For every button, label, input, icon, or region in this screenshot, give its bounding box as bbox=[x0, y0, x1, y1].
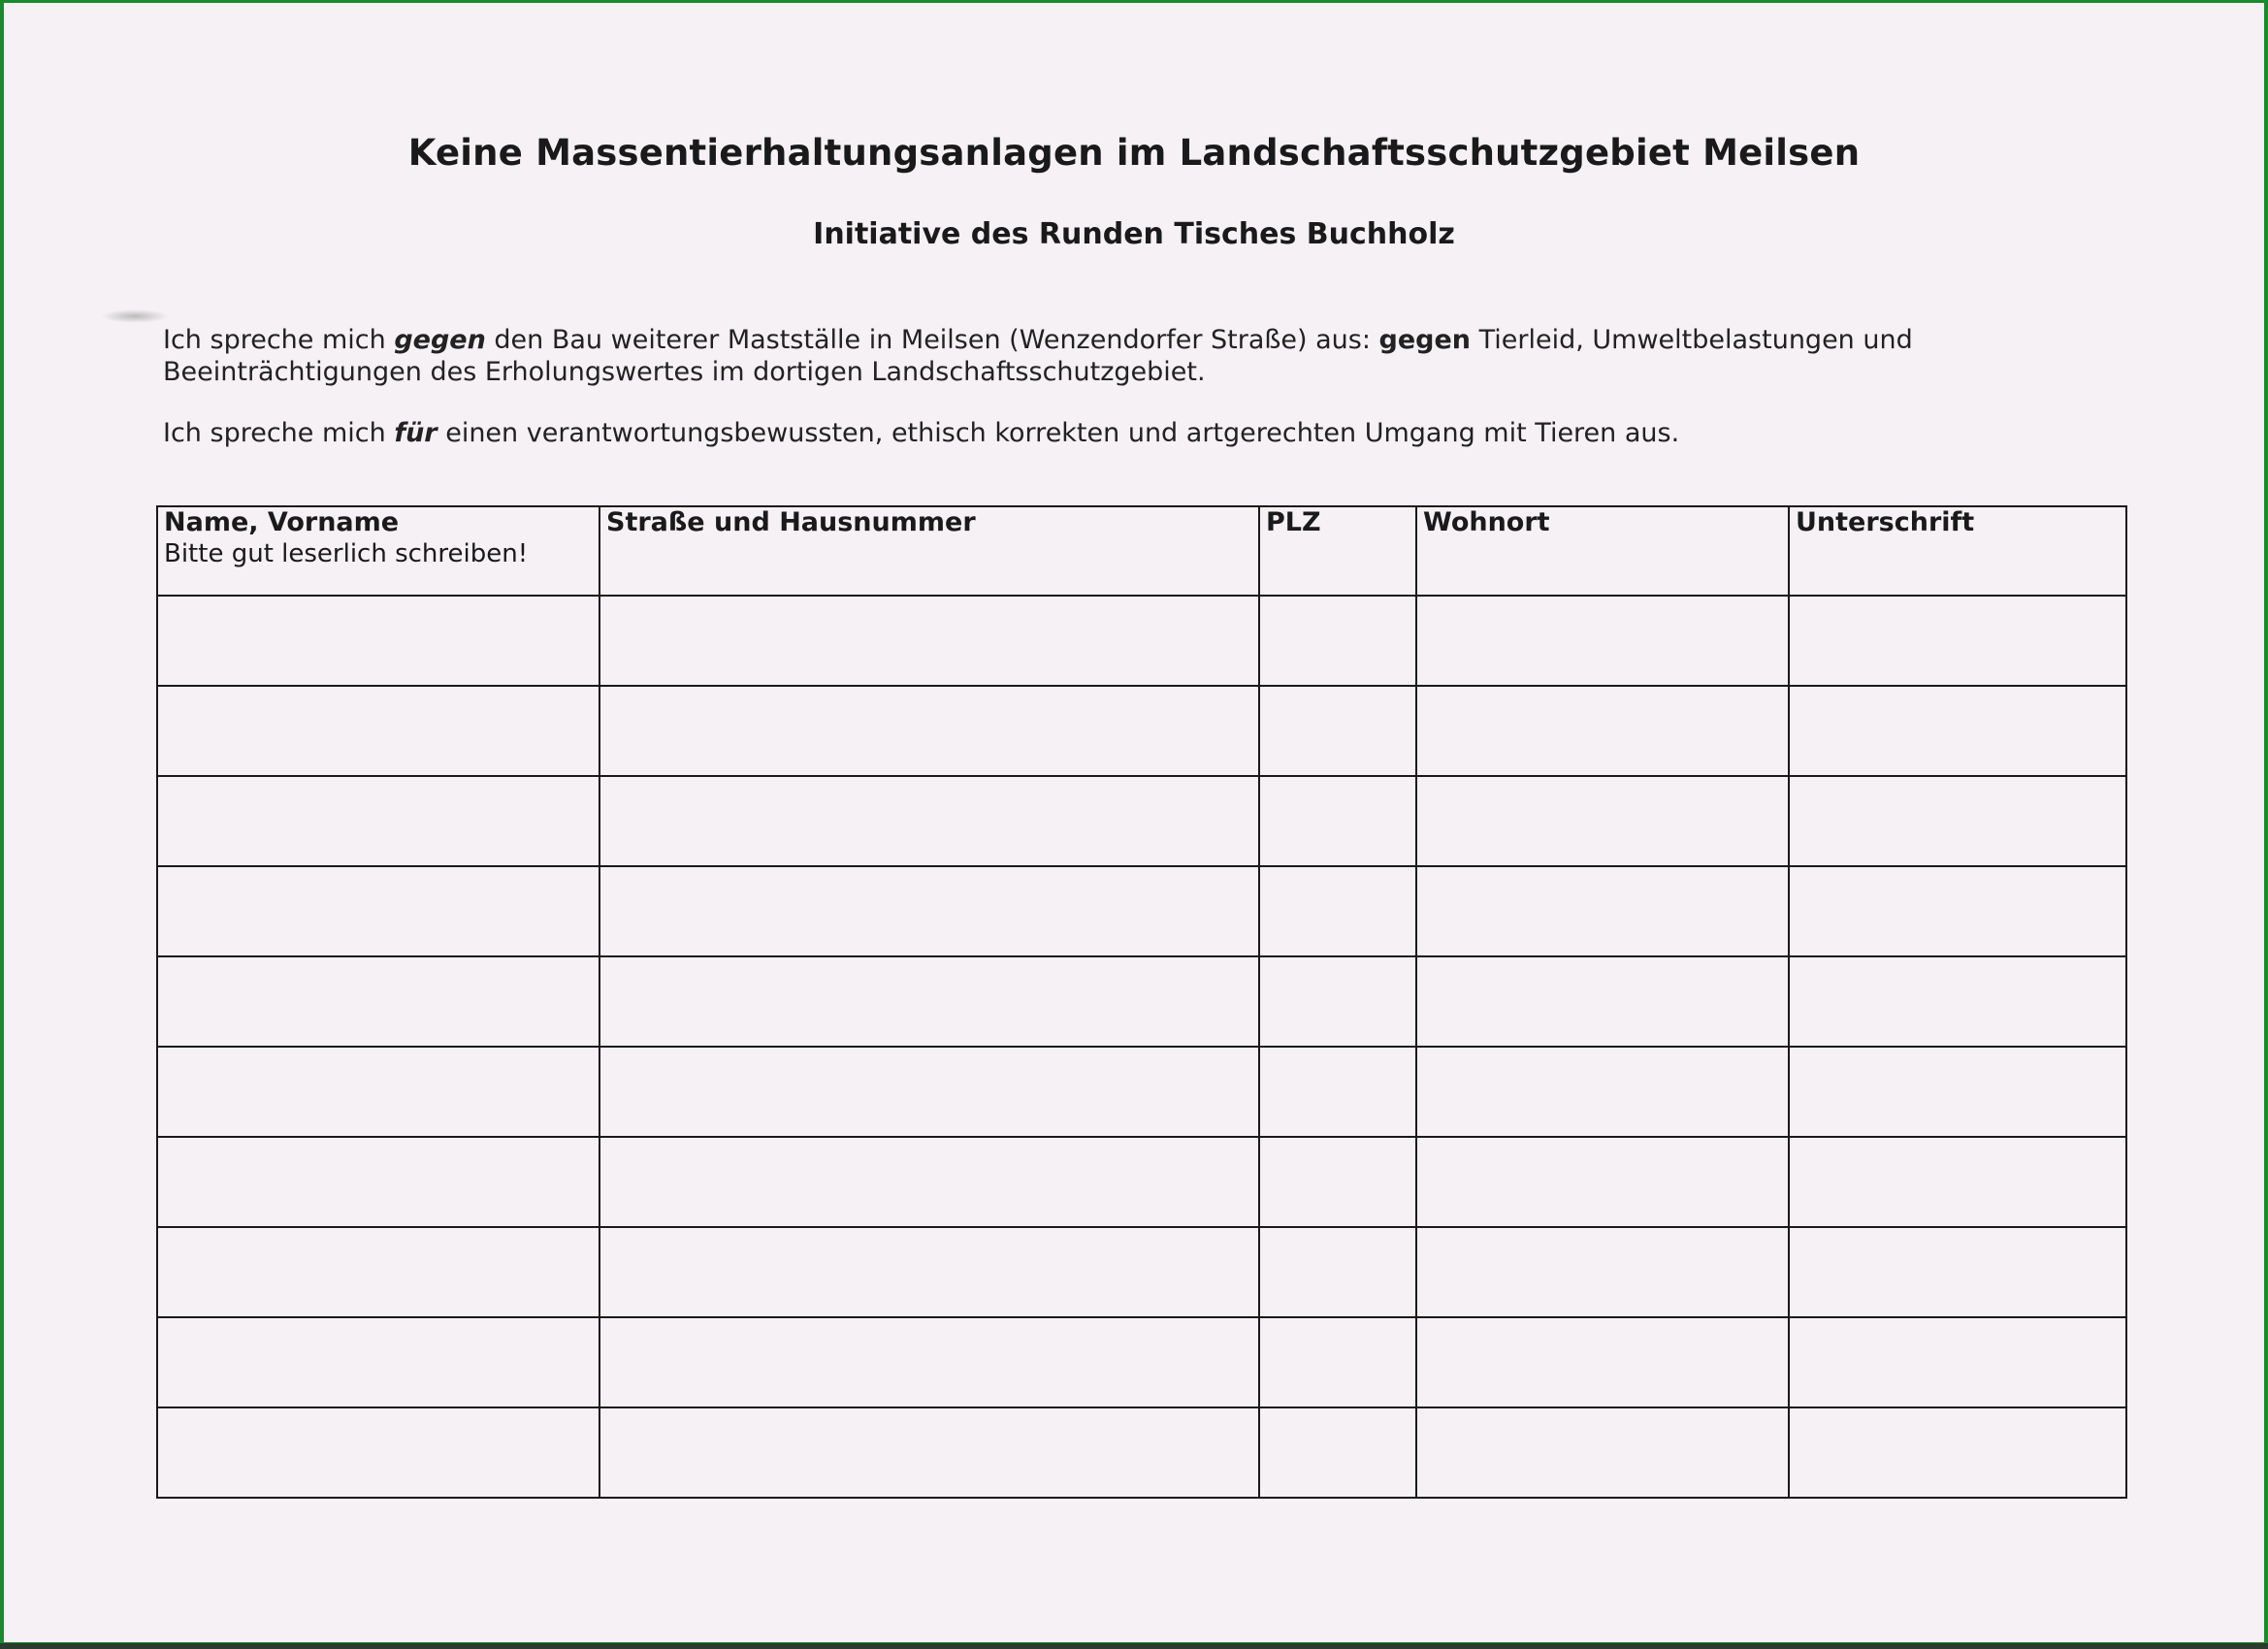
street-cell[interactable] bbox=[599, 596, 1259, 686]
plz-cell[interactable] bbox=[1259, 1137, 1416, 1227]
signature-rows bbox=[157, 596, 2126, 1498]
plz-cell[interactable] bbox=[1259, 596, 1416, 686]
statement-against bbox=[163, 324, 2161, 388]
name-cell[interactable] bbox=[157, 866, 599, 956]
scan-smudge bbox=[101, 309, 169, 323]
city-cell[interactable] bbox=[1416, 596, 1789, 686]
city-cell[interactable] bbox=[1416, 866, 1789, 956]
table-row bbox=[157, 686, 2126, 776]
name-cell[interactable] bbox=[157, 1227, 599, 1317]
statement-against-text-1: Ich spreche mich bbox=[163, 325, 395, 355]
street-cell[interactable] bbox=[599, 1227, 1259, 1317]
statement-for-text-2: einen verantwortungsbewussten, ethisch korrekten und artgerechten Umgang mit Tieren aus. bbox=[437, 418, 1680, 448]
signature-cell[interactable] bbox=[1789, 686, 2126, 776]
statement-for bbox=[163, 417, 2161, 449]
city-cell[interactable] bbox=[1416, 956, 1789, 1047]
statement-against-text-3: Tierleid, Umweltbelastungen und Beeinträchtigungen des Erholungswertes im dortigen Landschaftsschutzgebiet. bbox=[163, 325, 1913, 387]
street-cell[interactable] bbox=[599, 686, 1259, 776]
table-row bbox=[157, 596, 2126, 686]
plz-cell[interactable] bbox=[1259, 776, 1416, 866]
column-header-name bbox=[157, 506, 599, 596]
table-row bbox=[157, 956, 2126, 1047]
column-header-street: Straße und Hausnummer bbox=[599, 506, 1259, 596]
plz-cell[interactable] bbox=[1259, 866, 1416, 956]
city-cell[interactable] bbox=[1416, 686, 1789, 776]
city-cell[interactable] bbox=[1416, 1317, 1789, 1407]
table-row bbox=[157, 1137, 2126, 1227]
scan-edge bbox=[0, 1643, 2268, 1649]
street-cell[interactable] bbox=[599, 1137, 1259, 1227]
street-cell[interactable] bbox=[599, 776, 1259, 866]
table-row bbox=[157, 776, 2126, 866]
statement-for-text-1: Ich spreche mich bbox=[163, 418, 395, 448]
signature-cell[interactable] bbox=[1789, 1137, 2126, 1227]
name-cell[interactable] bbox=[157, 956, 599, 1047]
name-cell[interactable] bbox=[157, 776, 599, 866]
column-header-name-hint: Bitte gut leserlich schreiben! bbox=[164, 539, 529, 568]
table-row bbox=[157, 1227, 2126, 1317]
city-cell[interactable] bbox=[1416, 1047, 1789, 1137]
plz-cell[interactable] bbox=[1259, 686, 1416, 776]
signature-cell[interactable] bbox=[1789, 866, 2126, 956]
city-cell[interactable] bbox=[1416, 1407, 1789, 1498]
plz-cell[interactable] bbox=[1259, 1407, 1416, 1498]
name-cell[interactable] bbox=[157, 1317, 599, 1407]
column-header-plz: PLZ bbox=[1259, 506, 1416, 596]
column-header-city: Wohnort bbox=[1416, 506, 1789, 596]
signature-cell[interactable] bbox=[1789, 596, 2126, 686]
plz-cell[interactable] bbox=[1259, 1227, 1416, 1317]
statement-for-emphasis: für bbox=[394, 418, 437, 448]
city-cell[interactable] bbox=[1416, 1137, 1789, 1227]
table-row bbox=[157, 866, 2126, 956]
street-cell[interactable] bbox=[599, 1407, 1259, 1498]
name-cell[interactable] bbox=[157, 1137, 599, 1227]
street-cell[interactable] bbox=[599, 1047, 1259, 1137]
signature-cell[interactable] bbox=[1789, 1407, 2126, 1498]
column-header-signature: Unterschrift bbox=[1789, 506, 2126, 596]
name-cell[interactable] bbox=[157, 596, 599, 686]
signature-table bbox=[156, 505, 2127, 1499]
table-header-row bbox=[157, 506, 2126, 596]
statement-against-emphasis-1: gegen bbox=[394, 325, 486, 355]
plz-cell[interactable] bbox=[1259, 956, 1416, 1047]
city-cell[interactable] bbox=[1416, 776, 1789, 866]
name-cell[interactable] bbox=[157, 1047, 599, 1137]
statement-against-emphasis-2: gegen bbox=[1378, 325, 1472, 355]
street-cell[interactable] bbox=[599, 956, 1259, 1047]
table-row bbox=[157, 1047, 2126, 1137]
table-row bbox=[157, 1407, 2126, 1498]
name-cell[interactable] bbox=[157, 686, 599, 776]
table-row bbox=[157, 1317, 2126, 1407]
page-title: Keine Massentierhaltungsanlagen im Landschaftsschutzgebiet Meilsen bbox=[407, 132, 1861, 174]
page-subtitle: Initiative des Runden Tisches Buchholz bbox=[813, 217, 1455, 251]
street-cell[interactable] bbox=[599, 1317, 1259, 1407]
signature-cell[interactable] bbox=[1789, 1047, 2126, 1137]
city-cell[interactable] bbox=[1416, 1227, 1789, 1317]
street-cell[interactable] bbox=[599, 866, 1259, 956]
signature-cell[interactable] bbox=[1789, 776, 2126, 866]
plz-cell[interactable] bbox=[1259, 1047, 1416, 1137]
signature-cell[interactable] bbox=[1789, 1317, 2126, 1407]
plz-cell[interactable] bbox=[1259, 1317, 1416, 1407]
signature-cell[interactable] bbox=[1789, 956, 2126, 1047]
column-header-name-label: Name, Vorname bbox=[164, 507, 400, 537]
signature-cell[interactable] bbox=[1789, 1227, 2126, 1317]
statement-against-text-2: den Bau weiterer Mastställe in Meilsen (Wenzendorfer Straße) aus: bbox=[485, 325, 1379, 355]
name-cell[interactable] bbox=[157, 1407, 599, 1498]
